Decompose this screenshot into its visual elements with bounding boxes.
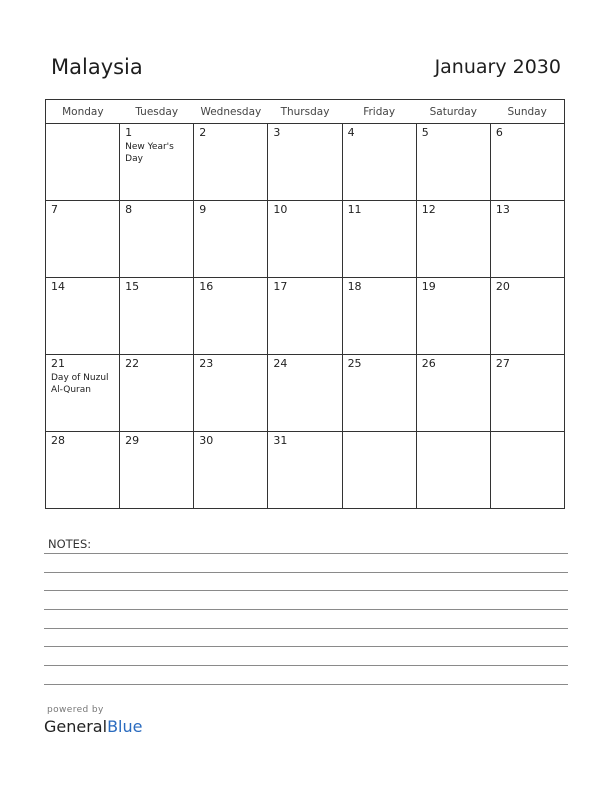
- day-cell: [342, 124, 416, 201]
- day-cell: [46, 432, 120, 509]
- day-cell: [120, 278, 194, 355]
- powered-by-text: powered by: [47, 705, 104, 715]
- weekday-saturday: Saturday: [416, 100, 490, 124]
- note-line: [44, 553, 568, 554]
- day-cell: [490, 355, 564, 432]
- brand-logo: [44, 717, 142, 736]
- day-number: 26: [421, 357, 436, 370]
- day-number: 4: [347, 126, 355, 139]
- weekday-friday: Friday: [342, 100, 416, 124]
- day-number: 1: [125, 126, 133, 139]
- day-number: 20: [495, 280, 510, 293]
- day-number: 6: [495, 126, 503, 139]
- day-cell: [342, 278, 416, 355]
- day-cell: [194, 201, 268, 278]
- day-number: 24: [273, 357, 288, 370]
- day-cell: [120, 432, 194, 509]
- day-cell: [342, 355, 416, 432]
- day-number: 9: [199, 203, 207, 216]
- day-number: 19: [421, 280, 436, 293]
- day-number: 17: [273, 280, 288, 293]
- day-number: 21: [51, 357, 65, 370]
- note-line: [44, 665, 568, 666]
- day-number: 10: [273, 203, 288, 216]
- holiday-label: New Year's Day: [125, 142, 174, 164]
- day-number: 5: [421, 126, 429, 139]
- brand-general-text: General: [44, 717, 108, 736]
- week-row: [46, 432, 565, 509]
- day-cell: [416, 355, 490, 432]
- day-cell: [194, 124, 268, 201]
- day-cell: [120, 355, 194, 432]
- day-cell: [194, 278, 268, 355]
- weekday-tuesday: Tuesday: [120, 100, 194, 124]
- day-cell: [268, 201, 342, 278]
- day-number: 16: [199, 280, 214, 293]
- day-number: 22: [125, 357, 140, 370]
- day-cell: [46, 355, 120, 432]
- weekday-monday: Monday: [46, 100, 120, 124]
- day-cell: [46, 124, 120, 201]
- week-row: [46, 201, 565, 278]
- day-number: 14: [51, 280, 65, 293]
- note-line: [44, 684, 568, 685]
- day-number: 23: [199, 357, 214, 370]
- day-cell: [268, 278, 342, 355]
- day-cell: [416, 124, 490, 201]
- note-line: [44, 590, 568, 591]
- day-cell: [342, 201, 416, 278]
- day-number: 8: [125, 203, 133, 216]
- day-cell: [268, 124, 342, 201]
- day-number: 27: [495, 357, 510, 370]
- holiday-label: Day of Nuzul Al-Quran: [51, 373, 109, 395]
- day-cell: [194, 432, 268, 509]
- note-line: [44, 646, 568, 647]
- week-row: [46, 278, 565, 355]
- weekday-header-row: [46, 100, 565, 124]
- day-cell: [194, 355, 268, 432]
- weekday-wednesday: Wednesday: [194, 100, 268, 124]
- calendar-grid: [45, 99, 565, 509]
- day-cell: [490, 432, 564, 509]
- day-number: 2: [199, 126, 207, 139]
- weekday-thursday: Thursday: [268, 100, 342, 124]
- day-number: 30: [199, 434, 214, 447]
- day-number: 29: [125, 434, 140, 447]
- day-cell: [268, 432, 342, 509]
- day-number: 11: [347, 203, 362, 216]
- note-line: [44, 572, 568, 573]
- day-cell: [490, 124, 564, 201]
- day-cell: [46, 201, 120, 278]
- weekday-sunday: Sunday: [490, 100, 564, 124]
- brand-blue-text: Blue: [107, 717, 143, 736]
- day-cell: [416, 201, 490, 278]
- day-number: 15: [125, 280, 140, 293]
- day-number: 28: [51, 434, 65, 447]
- day-cell: [490, 201, 564, 278]
- day-number: 3: [273, 126, 281, 139]
- note-line: [44, 628, 568, 629]
- day-number: 31: [273, 434, 288, 447]
- calendar-month-title: January 2030: [434, 56, 561, 78]
- day-cell: [120, 201, 194, 278]
- day-cell: [416, 278, 490, 355]
- day-cell: [342, 432, 416, 509]
- day-number: 7: [51, 203, 58, 216]
- day-cell: [46, 278, 120, 355]
- week-row: [46, 355, 565, 432]
- day-cell: [268, 355, 342, 432]
- day-cell: [416, 432, 490, 509]
- day-number: 18: [347, 280, 362, 293]
- notes-label: NOTES:: [48, 537, 92, 551]
- day-cell: [490, 278, 564, 355]
- week-row: [46, 124, 565, 201]
- day-number: 25: [347, 357, 362, 370]
- note-line: [44, 609, 568, 610]
- day-cell: [120, 124, 194, 201]
- day-number: 12: [421, 203, 436, 216]
- day-number: 13: [495, 203, 510, 216]
- calendar-country-title: Malaysia: [51, 55, 143, 79]
